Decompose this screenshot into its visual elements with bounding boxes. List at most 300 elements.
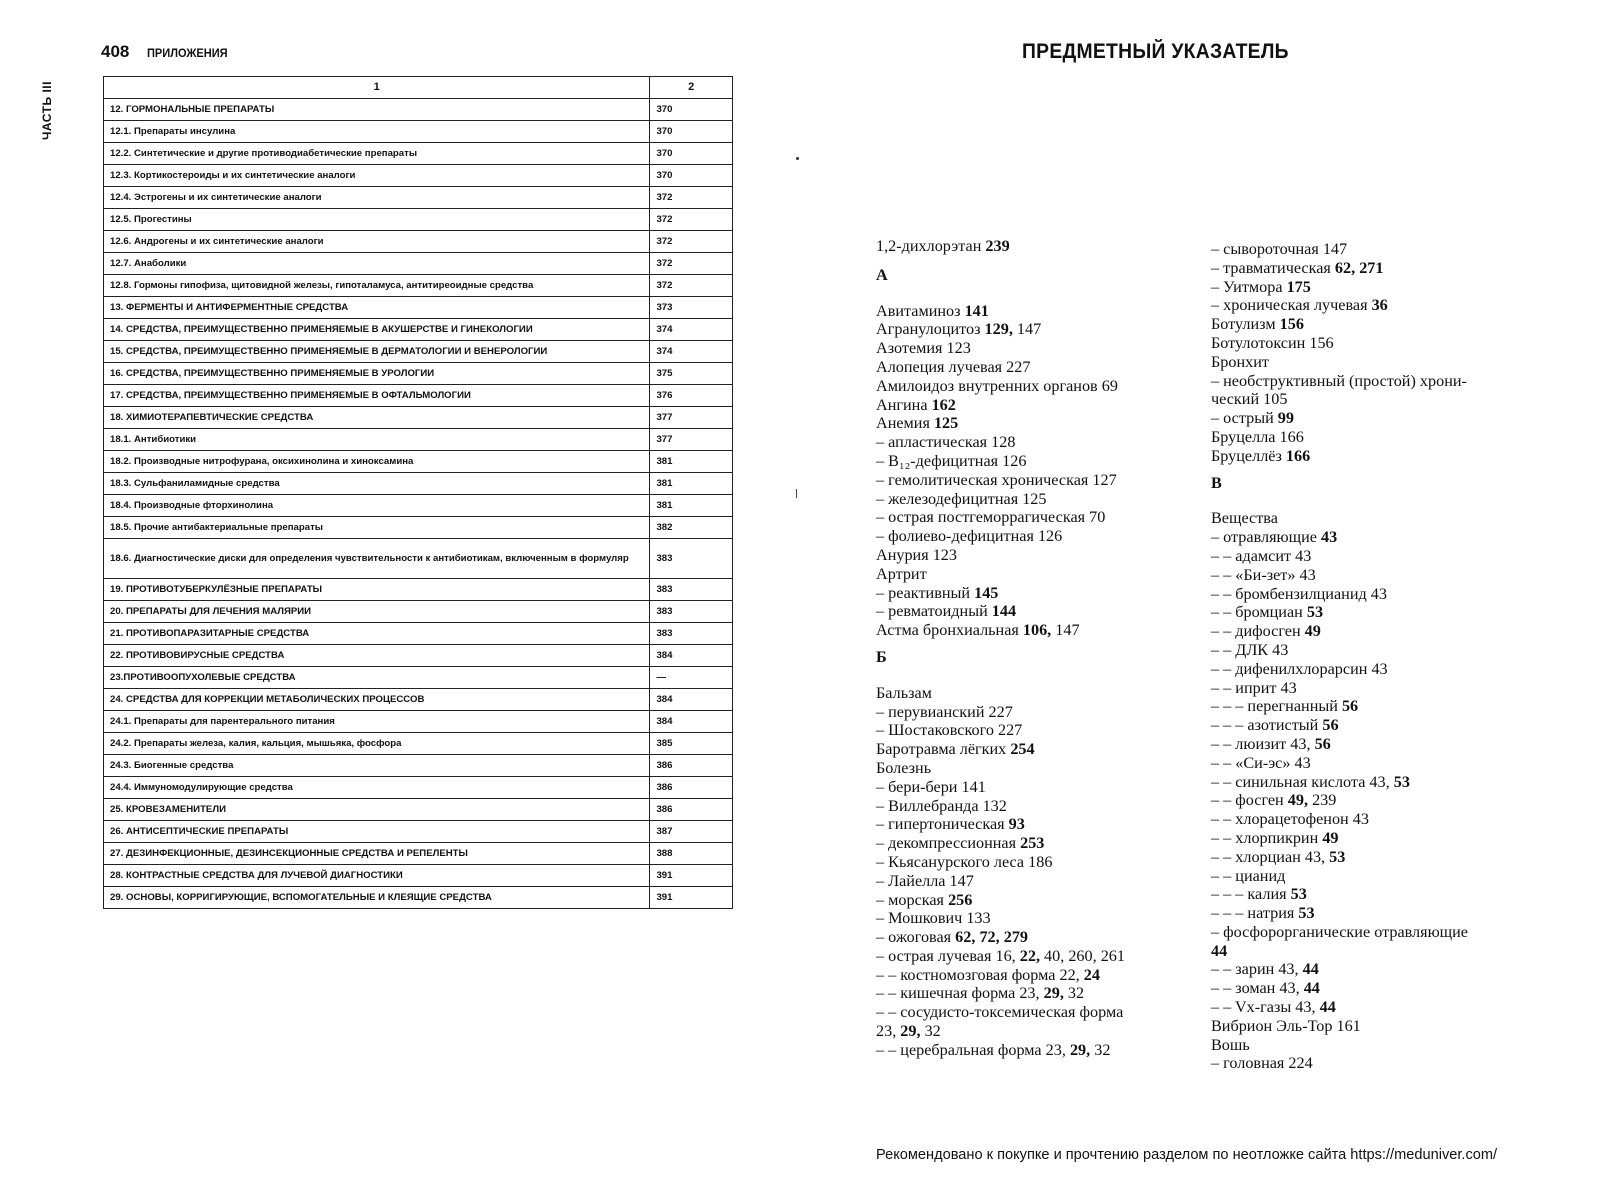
index-entry-text: – головная 224 [1211,1054,1313,1073]
table-cell-page: 381 [650,495,733,517]
index-entry-text: – Лайелла 147 [876,871,974,890]
index-entry [1211,810,1511,829]
index-entry-main-page: 56 [1314,734,1331,753]
table-row [104,645,733,667]
table-row [104,209,733,231]
index-column-right [1211,240,1511,1073]
index-entry [1211,829,1511,848]
index-entry-text: – Мошкович 133 [876,909,991,928]
index-entry [876,966,1181,985]
index-entry-main-page: 44 [1319,998,1336,1017]
index-entry-main-page: 175 [1286,277,1311,296]
index-entry [1211,998,1511,1017]
index-entry-main-page: 166 [1285,446,1311,465]
index-entry-text: Бальзам [876,683,932,702]
table-cell-title: 12. ГОРМОНАЛЬНЫЕ ПРЕПАРАТЫ [104,99,650,121]
table-row [104,363,733,385]
table-cell-page: — [650,667,733,689]
index-entry-text: – – цианид [1211,866,1286,885]
table-cell-page: 372 [650,209,733,231]
index-letter-heading: Б [876,647,887,666]
index-entry-main-page: 253 [1020,834,1045,853]
table-row [104,187,733,209]
index-entry-text: – травматическая [1211,258,1335,277]
index-entry-text: – – бромбензилцианид 43 [1211,584,1387,603]
index-entry [1211,773,1511,792]
index-entry-text: – – – перегнанный [1211,697,1342,716]
table-cell-page: 383 [650,623,733,645]
index-entry-text: Анурия 123 [876,545,957,564]
index-entry-text: – бери-бери 141 [876,777,986,796]
index-entry-extra-pages: 32 [1090,1040,1111,1059]
table-cell-title: 18.3. Сульфаниламидные средства [104,473,650,495]
index-entry-text: 1,2-дихлорэтан [876,237,986,255]
table-cell-page: 383 [650,601,733,623]
index-entry-main-page: 93 [1008,815,1025,834]
index-entry-text: – необструктивный (простой) хрони- [1211,371,1467,390]
table-row [104,777,733,799]
left-page-header [101,42,235,62]
index-entry [876,928,1181,947]
index-entry [876,1022,1181,1041]
table-row [104,821,733,843]
index-entry [1211,353,1511,372]
index-entry [876,320,1181,339]
table-cell-title: 24.2. Препараты железа, калия, кальция, мышьяка, фосфора [104,733,650,755]
table-cell-page: 370 [650,165,733,187]
index-entry-main-page: 125 [933,414,959,433]
index-entry [876,621,1181,640]
index-entry [1211,960,1511,979]
index-entry-text: 23, [876,1022,901,1041]
table-row [104,733,733,755]
index-entry-text: – сывороточная 147 [1211,240,1348,258]
index-entry [876,721,1181,740]
index-entry-main-page: 29, [900,1022,921,1041]
index-entry [1211,735,1511,754]
table-cell-title: 12.7. Анаболики [104,253,650,275]
index-entry-text: – фосфорорганические отравляющие [1211,922,1468,941]
index-entry-text: – – кишечная форма 23, [876,984,1044,1003]
table-cell-title: 12.3. Кортикостероиды и их синтетические аналоги [104,165,650,187]
index-entry-text: – – – натрия [1211,904,1299,923]
index-entry [1211,372,1511,391]
index-entry-main-page: 49 [1322,828,1339,847]
index-entry-main-page: 43 [1320,528,1338,547]
index-entry-text: Артрит [876,564,927,583]
index-entry [876,414,1181,433]
table-cell-title: 24.1. Препараты для парентерального питания [104,711,650,733]
table-cell-title: 15. СРЕДСТВА, ПРЕИМУЩЕСТВЕННО ПРИМЕНЯЕМЫЕ В ДЕРМАТОЛОГИИ И ВЕНЕРОЛОГИИ [104,341,650,363]
table-cell-title: 17. СРЕДСТВА, ПРЕИМУЩЕСТВЕННО ПРИМЕНЯЕМЫЕ В ОФТАЛЬМОЛОГИИ [104,385,650,407]
page-number: 408 [101,42,130,61]
index-entry-text: – – хлорацетофенон 43 [1211,810,1369,829]
index-entry-main-page: 44 [1303,979,1320,998]
index-entry-text: Ботулизм [1211,315,1280,334]
table-row [104,755,733,777]
table-row [104,407,733,429]
index-entry-main-page: 53 [1393,772,1410,791]
table-row [104,495,733,517]
table-row [104,711,733,733]
index-entry-main-page: 56 [1341,697,1359,716]
index-entry-extra-pages: 32 [1063,984,1085,1003]
table-cell-title: 26. АНТИСЕПТИЧЕСКИЕ ПРЕПАРАТЫ [104,821,650,843]
table-body [104,99,733,909]
index-entry-main-page: 62, 271 [1334,258,1384,277]
index-entry-text: ческий 105 [1211,390,1288,409]
table-cell-page: 391 [650,865,733,887]
table-cell-page: 377 [650,407,733,429]
index-entry [876,740,1181,759]
table-cell-title: 18.5. Прочие антибактериальные препараты [104,517,650,539]
index-entry [876,947,1181,966]
table-cell-title: 12.1. Препараты инсулина [104,121,650,143]
index-entry [1211,754,1511,773]
index-entry-text: – гипертоническая [876,815,1009,834]
index-entry [1211,259,1511,278]
table-cell-title: 25. КРОВЕЗАМЕНИТЕЛИ [104,799,650,821]
table-cell-page: 373 [650,297,733,319]
index-entry-text: – – «Би-зет» 43 [1211,565,1316,584]
index-entry-text: – – «Си-эс» 43 [1211,753,1311,772]
index-entry-text: Ботулотоксин 156 [1211,333,1334,352]
index-entry-text: – В₁₂-дефицитная 126 [876,451,1027,470]
table-cell-title: 19. ПРОТИВОТУБЕРКУЛЁЗНЫЕ ПРЕПАРАТЫ [104,579,650,601]
table-cell-page: 391 [650,887,733,909]
index-entry-extra-pages: 32 [920,1022,941,1041]
table-cell-page: 383 [650,579,733,601]
index-entry [876,1041,1181,1060]
table-row [104,99,733,121]
table-row [104,341,733,363]
index-entry-text: Бруцелла 166 [1211,427,1304,446]
index-entry-main-page: 62, 72, 279 [955,928,1028,947]
table-cell-title: 12.6. Андрогены и их синтетические аналоги [104,231,650,253]
table-cell-page: 374 [650,341,733,363]
table-cell-title: 18.1. Антибиотики [104,429,650,451]
table-header-row [104,77,733,99]
footer-note: Рекомендовано к покупке и прочтению разделом по неотложке сайта https://meduniver.com/ [876,1147,1498,1163]
index-entry-text: – – дифосген [1211,622,1305,641]
table-cell-title: 20. ПРЕПАРАТЫ ДЛЯ ЛЕЧЕНИЯ МАЛЯРИИ [104,601,650,623]
index-entry [876,565,1181,584]
side-tab-label: ЧАСТЬ III [40,81,54,140]
index-entry-text: – – – азотистый [1211,716,1323,735]
table-row [104,799,733,821]
index-entry-text: – – церебральная форма 23, [876,1040,1070,1059]
index-entry [1211,791,1511,810]
table-cell-title: 12.5. Прогестины [104,209,650,231]
index-entry-extra-pages: 239 [1308,791,1337,810]
table-row [104,517,733,539]
index-entry-text: Алопеция лучевая 227 [876,357,1031,376]
table-row [104,539,733,579]
index-entry-text: Ангина [876,395,932,414]
index-entry [1211,509,1511,528]
table-row [104,231,733,253]
index-entry [1211,622,1511,641]
index-entry [876,853,1181,872]
index-entry [876,546,1181,565]
index-entry-main-page: 53 [1306,603,1324,622]
index-entry [876,602,1181,621]
index-entry [1211,1054,1511,1073]
table-cell-title: 22. ПРОТИВОВИРУСНЫЕ СРЕДСТВА [104,645,650,667]
index-entry [1211,923,1511,942]
index-entry-text: – Кьясанурского леса 186 [876,852,1053,871]
table-row [104,579,733,601]
contents-table [103,76,733,909]
side-tab [40,80,60,140]
index-entry [1211,296,1511,315]
table-cell-title: 18.2. Производные нитрофурана, оксихинолина и хиноксамина [104,451,650,473]
index-entry [1211,660,1511,679]
index-entry [1211,390,1511,409]
index-entry-text: – – ДЛК 43 [1211,640,1289,659]
index-entry [876,797,1181,816]
table-cell-page: 388 [650,843,733,865]
table-row [104,601,733,623]
index-entry-text: Астма бронхиальная [876,621,1023,640]
table-cell-title: 13. ФЕРМЕНТЫ И АНТИФЕРМЕНТНЫЕ СРЕДСТВА [104,297,650,319]
index-entry-main-page: 129, [984,320,1013,339]
index-entry-main-page: 24 [1083,965,1100,984]
table-row [104,429,733,451]
index-entry [876,815,1181,834]
index-entry-text: Агранулоцитоз [876,320,985,339]
index-entry [1211,679,1511,698]
index-entry-main-page: 44 [1302,960,1319,979]
index-entry-text: Болезнь [876,758,932,777]
table-row [104,165,733,187]
index-entry-main-page: 49 [1304,622,1321,641]
index-entry [876,891,1181,910]
table-cell-page: 384 [650,711,733,733]
index-entry-text: – – иприт 43 [1211,678,1297,697]
table-cell-page: 372 [650,187,733,209]
index-entry [876,1003,1181,1022]
index-entry-text: Амилоидоз внутренних органов 69 [876,376,1118,395]
index-entry [1211,547,1511,566]
index-entry-text: – острая постгеморрагическая 70 [876,508,1106,527]
index-letter-heading: В [1211,473,1222,492]
index-entry-text: – – бромциан [1211,603,1307,622]
table-cell-page: 383 [650,539,733,579]
table-cell-page: 387 [650,821,733,843]
index-entry-text: – Виллебранда 132 [876,796,1007,815]
index-entry-text: – острая лучевая 16, [876,946,1020,965]
index-entry [1211,566,1511,585]
index-entry [876,396,1181,415]
index-entry-main-page: 256 [948,890,973,909]
index-entry [876,433,1181,452]
index-entry-text: Вошь [1211,1035,1250,1054]
index-entry-text: Бруцеллёз [1211,446,1286,465]
index-entry-text: – фолиево-дефицитная 126 [876,527,1063,546]
index-entry-main-page: 44 [1211,941,1228,960]
index-entry [876,778,1181,797]
table-cell-title: 12.4. Эстрогены и их синтетические аналоги [104,187,650,209]
index-entry [876,984,1181,1003]
table-row [104,319,733,341]
index-entry-text: – – хлорпикрин [1211,828,1323,847]
table-cell-page: 381 [650,473,733,495]
index-entry [876,358,1181,377]
index-entry-text: Вещества [1211,509,1278,528]
index-entry-text: – отравляющие [1211,528,1321,547]
index-entry [1211,904,1511,923]
running-title: ПРИЛОЖЕНИЯ [147,46,228,60]
table-cell-page: 370 [650,143,733,165]
index-entry [1211,315,1511,334]
index-entry-text: – железодефицитная 125 [876,489,1047,508]
table-row [104,623,733,645]
index-entry [876,703,1181,722]
index-entry-main-page: 141 [964,301,989,320]
index-entry-main-page: 254 [1010,740,1035,759]
table-row [104,121,733,143]
index-entry-text: Азотемия 123 [876,339,971,358]
index-entry-text: – – – калия [1211,885,1291,904]
index-entry-text: – морская [876,890,949,909]
index-entry-main-page: 49, [1287,791,1309,810]
index-entry-main-page: 29, [1069,1040,1091,1059]
index-title: ПРЕДМЕТНЫЙ УКАЗАТЕЛЬ [1022,40,1289,63]
index-entry-main-page: 53 [1290,885,1307,904]
table-row [104,843,733,865]
index-entry-text: – – люизит 43, [1211,734,1315,753]
table-cell-page: 370 [650,121,733,143]
index-entry-text: Анемия [876,414,934,433]
index-entry-main-page: 22, [1019,946,1040,965]
index-entry-main-page: 53 [1298,904,1315,923]
index-entry-text: Авитаминоз [876,301,965,320]
index-entry [876,834,1181,853]
table-cell-title: 28. КОНТРАСТНЫЕ СРЕДСТВА ДЛЯ ЛУЧЕВОЙ ДИАГНОСТИКИ [104,865,650,887]
index-entry-main-page: 162 [931,395,956,414]
index-entry-text: Баротравма лёгких [876,740,1011,759]
table-cell-page: 377 [650,429,733,451]
table-cell-title: 18.6. Диагностические диски для определения чувствительности к антибиотикам, включенным в формуляр [104,539,650,579]
table-cell-page: 372 [650,275,733,297]
index-entry-text: – – хлорциан 43, [1211,847,1330,866]
index-entry-text: – – зоман 43, [1211,979,1304,998]
index-entry-main-page: 36 [1371,296,1388,315]
index-entry [1211,867,1511,886]
table-cell-title: 18. ХИМИОТЕРАПЕВТИЧЕСКИЕ СРЕДСТВА [104,407,650,429]
index-entry [1211,641,1511,660]
index-entry-extra-pages: 147 [1012,320,1042,339]
table-header-col1: 1 [104,77,650,99]
index-entry [1211,240,1511,259]
table-header-col2: 2 [650,77,733,99]
table-row [104,143,733,165]
index-entry [1211,848,1511,867]
index-entry [876,237,1181,256]
index-entry-main-page: 53 [1329,847,1346,866]
index-entry-extra-pages: 147 [1051,621,1080,640]
index-entry-text: – апластическая 128 [876,433,1016,452]
table-cell-page: 376 [650,385,733,407]
table-row [104,887,733,909]
index-entry [876,302,1181,321]
index-entry-text: Вибрион Эль-Тор 161 [1211,1016,1361,1035]
table-cell-page: 382 [650,517,733,539]
table-cell-title: 16. СРЕДСТВА, ПРЕИМУЩЕСТВЕННО ПРИМЕНЯЕМЫЕ В УРОЛОГИИ [104,363,650,385]
table-cell-page: 375 [650,363,733,385]
index-entry-text: Бронхит [1211,352,1269,371]
table-cell-title: 24.3. Биогенные средства [104,755,650,777]
index-entry [1211,942,1511,961]
index-entry-main-page: 156 [1279,315,1304,334]
index-entry-text: – перувианский 227 [876,702,1013,721]
index-entry-extra-pages: 40, 260, 261 [1040,946,1125,965]
scan-speck [796,157,799,160]
table-cell-page: 372 [650,253,733,275]
index-entry [876,339,1181,358]
table-cell-title: 14. СРЕДСТВА, ПРЕИМУЩЕСТВЕННО ПРИМЕНЯЕМЫЕ В АКУШЕРСТВЕ И ГИНЕКОЛОГИИ [104,319,650,341]
index-entry [876,508,1181,527]
index-entry-main-page: 145 [974,583,999,602]
scan-mark [796,489,797,498]
index-entry [1211,1036,1511,1055]
index-entry [1211,428,1511,447]
index-entry-text: – Шостаковского 227 [876,721,1023,740]
index-entry-main-page: 239 [985,237,1010,255]
table-cell-title: 12.8. Гормоны гипофиза, щитовидной железы, гипоталамуса, антитиреоидные средства [104,275,650,297]
index-entry [1211,603,1511,622]
table-cell-title: 24.4. Иммуномодулирующие средства [104,777,650,799]
index-entry-text: – реактивный [876,583,975,602]
index-entry-text: – – синильная кислота 43, [1211,772,1394,791]
table-cell-page: 374 [650,319,733,341]
table-cell-page: 386 [650,755,733,777]
index-entry-text: – ожоговая [876,928,956,947]
table-cell-page: 381 [650,451,733,473]
index-entry [876,872,1181,891]
table-cell-page: 384 [650,645,733,667]
index-entry [1211,697,1511,716]
index-entry [1211,1017,1511,1036]
table-cell-page: 384 [650,689,733,711]
index-entry-main-page: 29, [1043,984,1064,1003]
table-cell-title: 18.4. Производные фторхинолина [104,495,650,517]
table-row [104,297,733,319]
index-entry [876,452,1181,471]
table-row [104,451,733,473]
table-row [104,385,733,407]
index-entry-text: – декомпрессионная [876,834,1021,853]
table-row [104,275,733,297]
table-cell-title: 21. ПРОТИВОПАРАЗИТАРНЫЕ СРЕДСТВА [104,623,650,645]
index-entry [1211,409,1511,428]
table-row [104,865,733,887]
index-entry [876,377,1181,396]
table-row [104,253,733,275]
table-cell-title: 12.2. Синтетические и другие противодиабетические препараты [104,143,650,165]
index-entry-text: – острый [1211,409,1278,428]
table-cell-page: 386 [650,799,733,821]
index-entry [1211,528,1511,547]
index-entry [1211,979,1511,998]
index-entry [1211,447,1511,466]
index-entry [876,527,1181,546]
index-entry [876,490,1181,509]
index-entry [1211,885,1511,904]
index-entry-main-page: 106, [1022,621,1052,640]
table-cell-page: 386 [650,777,733,799]
